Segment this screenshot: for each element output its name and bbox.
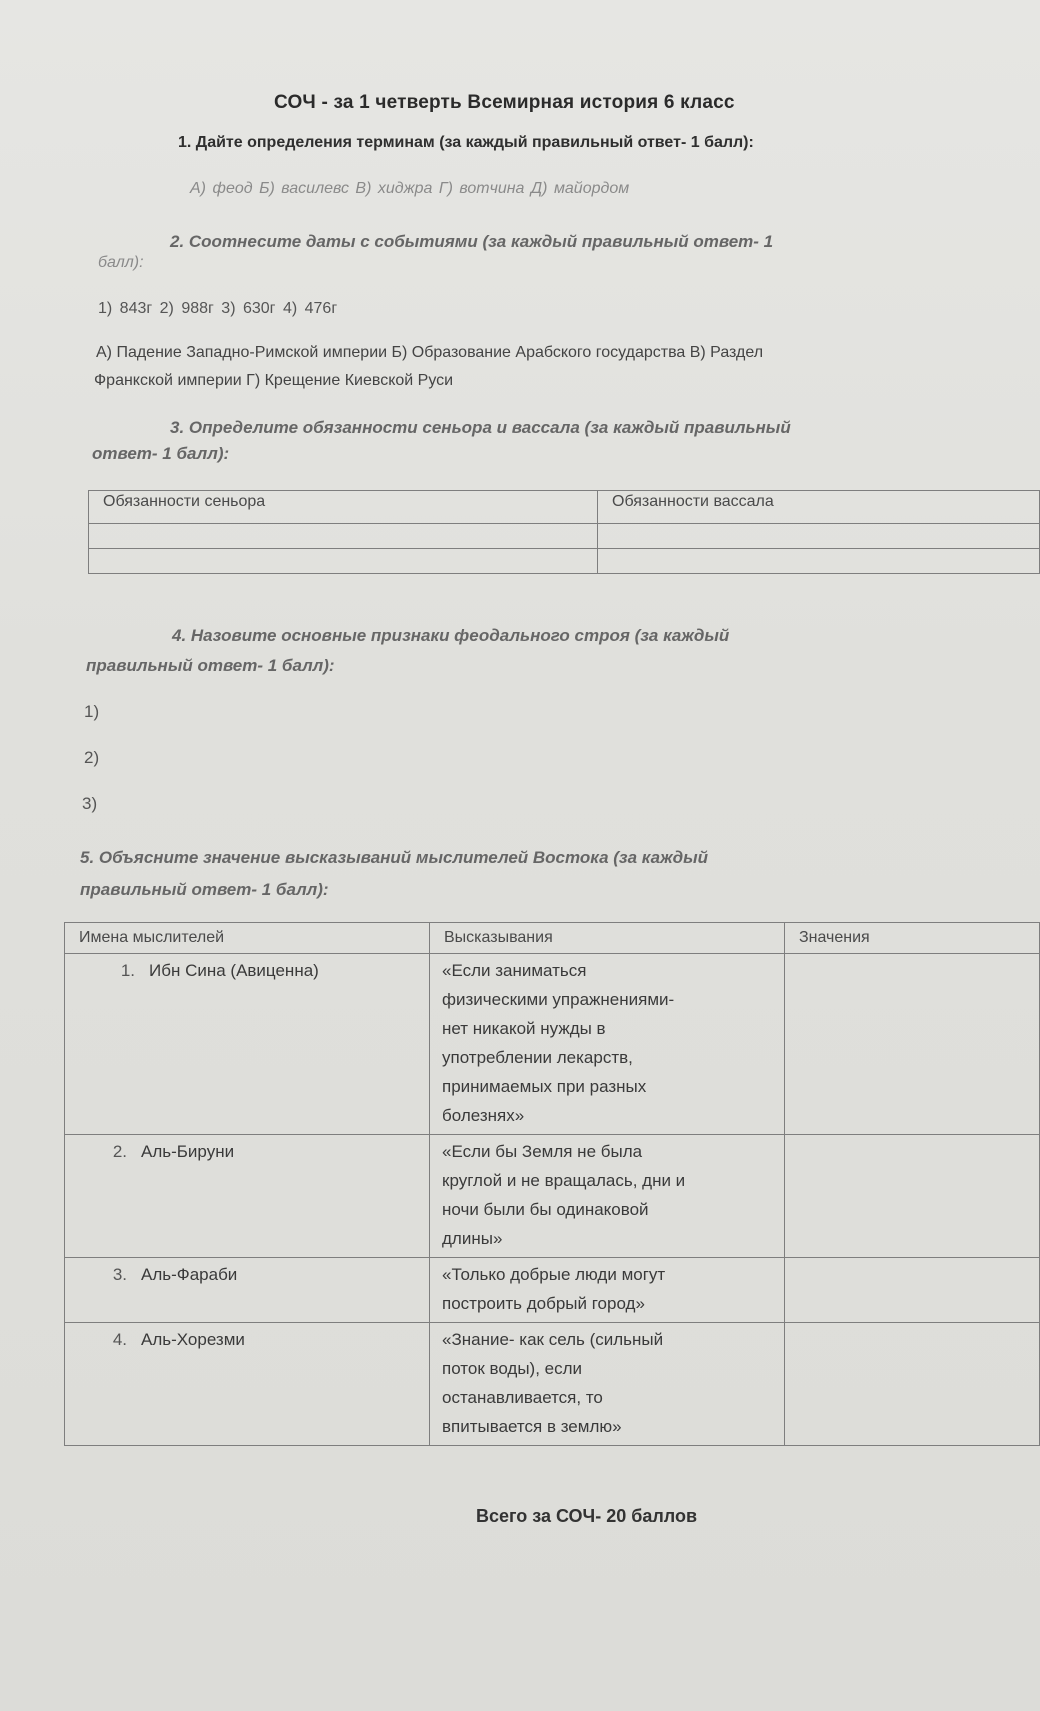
total-score: Всего за СОЧ- 20 баллов: [476, 1506, 698, 1526]
quote-line: «Только добрые люди могут: [442, 1265, 666, 1284]
question-2-events-cont: Франкской империи Г) Крещение Киевской Руси: [94, 372, 454, 389]
header-cell-names: Имена мыслителей: [65, 923, 430, 954]
thinker-name-cell: 2. Аль-Бируни: [65, 1135, 430, 1258]
question-2-dates: 1) 843г 2) 988г 3) 630г 4) 476г: [98, 300, 338, 317]
quote-line: «Если бы Земля не была: [442, 1142, 643, 1161]
table-row: [65, 1135, 1040, 1258]
answer-cell[interactable]: [598, 524, 1040, 549]
answer-cell[interactable]: [89, 524, 598, 549]
quote-line: круглой и не вращалась, дни и: [442, 1171, 686, 1190]
thinker-name: Аль-Бируни: [141, 1142, 235, 1161]
thinker-name-cell: 3. Аль-Фараби: [65, 1258, 430, 1323]
meaning-answer-cell[interactable]: [785, 1135, 1040, 1258]
header-cell-quotes: Высказывания: [430, 923, 785, 954]
quote-line: впитывается в землю»: [442, 1417, 622, 1436]
question-2-cont: балл):: [98, 254, 144, 271]
question-1: 1. Дайте определения терминам (за каждый правильный ответ- 1 балл):: [178, 134, 754, 151]
header-cell-vassal: Обязанности вассала: [598, 491, 1040, 524]
list-item: 1): [84, 702, 100, 721]
quote-cell: [430, 1258, 785, 1323]
question-1-terms: А) феод Б) василевс В) хиджра Г) вотчина Д) майордом: [190, 180, 630, 197]
question-4-cont: правильный ответ- 1 балл):: [86, 656, 335, 675]
thinker-name-cell: 1. Ибн Сина (Авиценна): [65, 954, 430, 1135]
quote-line: останавливается, то: [442, 1388, 603, 1407]
question-3: 3. Определите обязанности сеньора и вассала (за каждый правильный: [170, 418, 791, 437]
duties-table: [88, 490, 1040, 574]
question-5-cont: правильный ответ- 1 балл):: [80, 880, 329, 899]
quote-line: «Если заниматься: [442, 961, 587, 980]
quote-cell: [430, 1323, 785, 1446]
quote-cell: [430, 954, 785, 1135]
answer-cell[interactable]: [598, 549, 1040, 574]
meaning-answer-cell[interactable]: [785, 954, 1040, 1135]
header-cell-seigneur: Обязанности сеньора: [89, 491, 598, 524]
quote-line: болезнях»: [442, 1106, 525, 1125]
thinker-name: Аль-Хорезми: [141, 1330, 245, 1349]
quote-cell: [430, 1135, 785, 1258]
thinker-name-cell: 4. Аль-Хорезми: [65, 1323, 430, 1446]
list-item: 2): [84, 748, 100, 767]
table-row: [89, 549, 1040, 574]
quote-line: нет никакой нужды в: [442, 1019, 606, 1038]
meaning-answer-cell[interactable]: [785, 1323, 1040, 1446]
quote-line: построить добрый город»: [442, 1294, 645, 1313]
thinkers-table: [64, 922, 1040, 1446]
table-row: [65, 954, 1040, 1135]
table-header-row: [89, 491, 1040, 524]
quote-line: длины»: [442, 1229, 503, 1248]
quote-line: употреблении лекарств,: [442, 1048, 633, 1067]
quote-line: «Знание- как сель (сильный: [442, 1330, 664, 1349]
question-3-cont: ответ- 1 балл):: [92, 444, 230, 463]
page-title: СОЧ - за 1 четверть Всемирная история 6 класс: [274, 92, 735, 113]
quote-line: принимаемых при разных: [442, 1077, 647, 1096]
question-4: 4. Назовите основные признаки феодального строя (за каждый: [172, 626, 730, 645]
question-5: 5. Объясните значение высказываний мыслителей Востока (за каждый: [80, 848, 708, 867]
meaning-answer-cell[interactable]: [785, 1258, 1040, 1323]
question-2-events: А) Падение Западно-Римской империи Б) Образование Арабского государства В) Раздел: [96, 344, 764, 361]
table-row: [65, 1258, 1040, 1323]
question-2: 2. Соотнесите даты с событиями (за каждый правильный ответ- 1: [170, 232, 774, 251]
header-cell-meanings: Значения: [785, 923, 1040, 954]
table-row: [65, 1323, 1040, 1446]
thinker-name: Ибн Сина (Авиценна): [149, 961, 319, 980]
list-item: 3): [82, 794, 98, 813]
thinker-name: Аль-Фараби: [141, 1265, 238, 1284]
answer-cell[interactable]: [89, 549, 598, 574]
quote-line: ночи были бы одинаковой: [442, 1200, 649, 1219]
quote-line: поток воды), если: [442, 1359, 583, 1378]
table-row: [89, 524, 1040, 549]
table-header-row: [65, 923, 1040, 954]
quote-line: физическими упражнениями-: [442, 990, 675, 1009]
